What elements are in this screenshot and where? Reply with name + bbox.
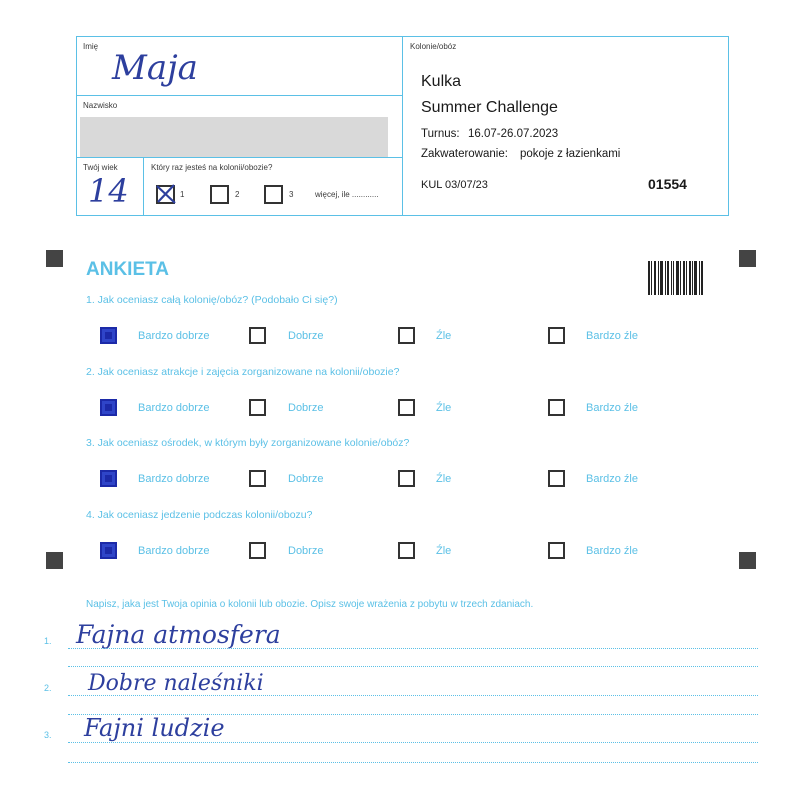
q4-option-dobrze-checkbox[interactable] bbox=[249, 542, 266, 559]
q1-option-dobrze-label: Dobrze bbox=[288, 330, 324, 342]
opinion-line-1-text[interactable]: Fajna atmosfera bbox=[76, 620, 281, 649]
camp-label: Kolonie/obóz bbox=[410, 42, 457, 51]
turnus-label: Turnus: bbox=[421, 128, 460, 140]
q4-option-zle-checkbox[interactable] bbox=[398, 542, 415, 559]
opinion-line-3-number: 3. bbox=[44, 730, 52, 740]
q3-option-bardzo-dobrze-checkbox[interactable] bbox=[100, 470, 117, 487]
registration-marker-bottom-left bbox=[46, 552, 63, 569]
opinion-line-3b-dots bbox=[68, 762, 758, 763]
q2-option-bardzo-zle-label: Bardzo źle bbox=[586, 402, 638, 414]
accommodation-label: Zakwaterowanie: bbox=[421, 148, 508, 160]
q3-option-zle-label: Źle bbox=[436, 473, 452, 485]
turnus-value: 16.07-26.07.2023 bbox=[468, 128, 559, 140]
question-3: 3. Jak oceniasz ośrodek, w którym były zorganizowane kolonie/obóz? bbox=[86, 437, 410, 449]
opinion-line-2-text[interactable]: Dobre naleśniki bbox=[88, 671, 264, 696]
barcode-icon bbox=[648, 261, 704, 295]
q1-option-bardzo-zle-label: Bardzo źle bbox=[586, 330, 638, 342]
camp-code: KUL 03/07/23 bbox=[421, 179, 488, 191]
times-checkbox-3[interactable] bbox=[264, 185, 283, 204]
q1-option-bardzo-dobrze-label: Bardzo dobrze bbox=[138, 330, 210, 342]
name-value[interactable]: Maja bbox=[112, 48, 198, 88]
q4-option-dobrze-label: Dobrze bbox=[288, 545, 324, 557]
q1-option-bardzo-zle-checkbox[interactable] bbox=[548, 327, 565, 344]
q2-option-bardzo-dobrze-label: Bardzo dobrze bbox=[138, 402, 210, 414]
registration-marker-top-left bbox=[46, 250, 63, 267]
opinion-line-2-dots bbox=[68, 695, 758, 696]
surname-label: Nazwisko bbox=[83, 101, 118, 110]
q2-option-zle-checkbox[interactable] bbox=[398, 399, 415, 416]
name-label: Imię bbox=[83, 42, 99, 51]
q2-option-zle-label: Źle bbox=[436, 402, 452, 414]
q2-option-dobrze-checkbox[interactable] bbox=[249, 399, 266, 416]
opinion-line-2-number: 2. bbox=[44, 683, 52, 693]
q4-option-bardzo-dobrze-checkbox[interactable] bbox=[100, 542, 117, 559]
q4-option-bardzo-zle-label: Bardzo źle bbox=[586, 545, 638, 557]
q4-option-bardzo-dobrze-label: Bardzo dobrze bbox=[138, 545, 210, 557]
registration-marker-top-right bbox=[739, 250, 756, 267]
q1-option-zle-label: Źle bbox=[436, 330, 452, 342]
registration-marker-bottom-right bbox=[739, 552, 756, 569]
q2-option-bardzo-zle-checkbox[interactable] bbox=[548, 399, 565, 416]
q3-option-bardzo-zle-checkbox[interactable] bbox=[548, 470, 565, 487]
opinion-line-1-dots bbox=[68, 648, 758, 649]
checkmark-x-icon bbox=[155, 183, 177, 205]
q2-option-bardzo-dobrze-checkbox[interactable] bbox=[100, 399, 117, 416]
q3-option-dobrze-label: Dobrze bbox=[288, 473, 324, 485]
surname-redaction bbox=[80, 117, 388, 157]
q3-option-dobrze-checkbox[interactable] bbox=[249, 470, 266, 487]
question-1: 1. Jak oceniasz całą kolonię/obóz? (Podobało Ci się?) bbox=[86, 294, 338, 306]
age-value[interactable]: 14 bbox=[88, 172, 129, 210]
q3-option-zle-checkbox[interactable] bbox=[398, 470, 415, 487]
opinion-line-3-text[interactable]: Fajni ludzie bbox=[84, 714, 225, 742]
q1-option-bardzo-dobrze-checkbox[interactable] bbox=[100, 327, 117, 344]
times-checkbox-2[interactable] bbox=[210, 185, 229, 204]
opinion-line-1b-dots bbox=[68, 666, 758, 667]
camp-name-line-2: Summer Challenge bbox=[421, 99, 558, 116]
q2-option-dobrze-label: Dobrze bbox=[288, 402, 324, 414]
q3-option-bardzo-zle-label: Bardzo źle bbox=[586, 473, 638, 485]
opinion-line-3-dots bbox=[68, 742, 758, 743]
times-option-2: 2 bbox=[235, 190, 240, 199]
form-number: 01554 bbox=[648, 176, 687, 192]
q3-option-bardzo-dobrze-label: Bardzo dobrze bbox=[138, 473, 210, 485]
header-divider-surname bbox=[76, 157, 402, 158]
opinion-line-1-number: 1. bbox=[44, 636, 52, 646]
question-4: 4. Jak oceniasz jedzenie podczas kolonii/obozu? bbox=[86, 509, 313, 521]
q1-option-zle-checkbox[interactable] bbox=[398, 327, 415, 344]
accommodation-value: pokoje z łazienkami bbox=[520, 148, 621, 160]
opinion-prompt: Napisz, jaka jest Twoja opinia o kolonii lub obozie. Opisz swoje wrażenia z pobytu w trzech zdaniach. bbox=[86, 599, 534, 610]
header-divider-name bbox=[76, 95, 402, 96]
q1-option-dobrze-checkbox[interactable] bbox=[249, 327, 266, 344]
times-option-3: 3 bbox=[289, 190, 294, 199]
question-2: 2. Jak oceniasz atrakcje i zajęcia zorganizowane na kolonii/obozie? bbox=[86, 366, 400, 378]
q4-option-zle-label: Źle bbox=[436, 545, 452, 557]
times-more-label: więcej, ile ............ bbox=[315, 190, 379, 199]
age-label: Twój wiek bbox=[83, 163, 118, 172]
header-divider-age bbox=[143, 157, 144, 215]
survey-title: ANKIETA bbox=[86, 259, 170, 280]
camp-name-line-1: Kulka bbox=[421, 73, 462, 90]
times-label: Który raz jesteś na kolonii/obozie? bbox=[151, 163, 273, 172]
q4-option-bardzo-zle-checkbox[interactable] bbox=[548, 542, 565, 559]
header-divider-vertical bbox=[402, 36, 403, 215]
times-option-1: 1 bbox=[180, 190, 185, 199]
times-checkbox-1[interactable] bbox=[156, 185, 175, 204]
